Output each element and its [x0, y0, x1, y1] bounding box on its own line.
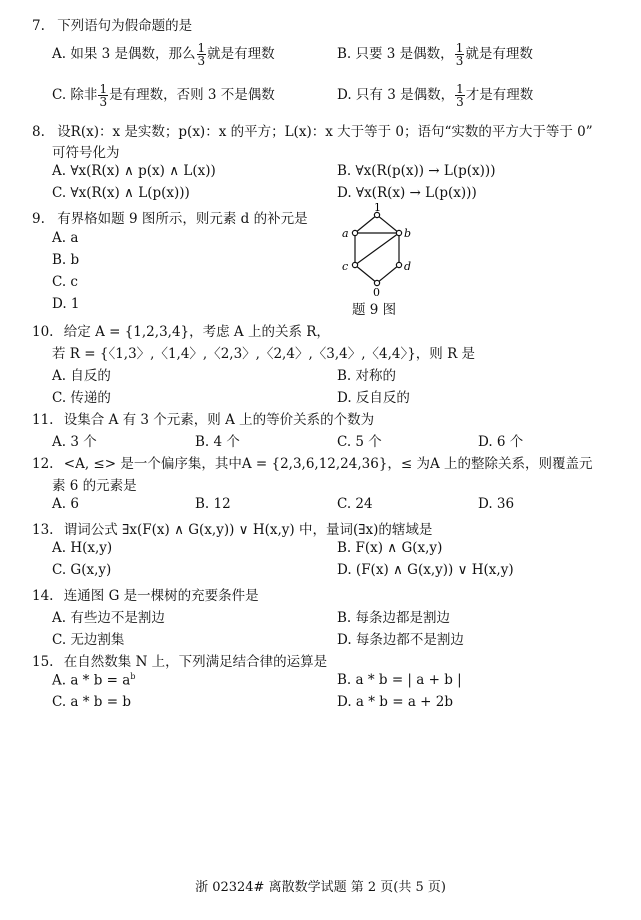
question-stem: 连通图 G 是一棵树的充要条件是: [63, 588, 259, 604]
option-a: A. 自反的: [52, 368, 111, 384]
option-c: C. c: [52, 274, 78, 290]
question-stem: 有界格如题 9 图所示，则元素 d 的补元是: [57, 211, 308, 227]
fraction: $\frac{1}{3}$: [455, 41, 464, 68]
option-c: C. 5 个: [337, 434, 382, 450]
node-b: [396, 230, 401, 235]
label-1: 1: [374, 203, 381, 214]
question-11: [32, 408, 374, 428]
option-b: B. a * b = | a + b |: [337, 672, 462, 688]
node-a: [352, 230, 357, 235]
node-c: [352, 262, 357, 267]
question-12: [32, 452, 593, 472]
question-number: 14.: [32, 588, 54, 604]
label-a: a: [342, 227, 349, 240]
question-13: [32, 518, 432, 538]
option-b: B. 4 个: [195, 434, 240, 450]
question-stem: 下列语句为假命题的是: [57, 18, 193, 34]
question-number: 7.: [32, 18, 45, 34]
option-d: D. 6 个: [478, 434, 524, 450]
question-number: 15.: [32, 654, 54, 670]
question-10: [32, 320, 330, 340]
question-number: 11.: [32, 412, 54, 428]
option-d: D. 反自反的: [337, 390, 410, 406]
question-stem-cont: 可符号化为: [52, 145, 120, 161]
option-d: D. (F(x) ∧ G(x,y)) ∨ H(x,y): [337, 562, 514, 578]
option-a: A. 有些边不是割边: [52, 610, 165, 626]
option-d: D. 36: [478, 496, 515, 512]
option-b: B. 只要 3 是偶数， $\frac{1}{3}$ 就是有理数: [337, 41, 533, 68]
question-stem-cont: 素 6 的元素是: [52, 478, 137, 494]
question-number: 13.: [32, 522, 54, 538]
option-c: C. 传递的: [52, 390, 111, 406]
question-number: 9.: [32, 211, 45, 227]
question-stem: 谓词公式 ∃x(F(x) ∧ G(x,y)) ∨ H(x,y) 中，量词(∃x)的辖域是: [63, 522, 433, 538]
question-number: 10.: [32, 324, 54, 340]
question-stem: 在自然数集 N 上，下列满足结合律的运算是: [63, 654, 328, 670]
option-c: C. G(x,y): [52, 562, 112, 578]
option-c: C. ∀x(R(x) ∧ L(p(x))): [52, 185, 190, 201]
lattice-diagram: [325, 203, 425, 298]
page-footer: 浙 02324# 离散数学试题 第 2 页(共 5 页): [195, 880, 446, 895]
question-stem: <A, ≤> 是一个偏序集，其中A = {2,3,6,12,24,36}，≤ 为A 上的整除关系，则覆盖元: [63, 456, 593, 472]
option-c: C. 无边割集: [52, 632, 125, 648]
option-b: B. 每条边都是割边: [337, 610, 451, 626]
question-15: [32, 650, 327, 670]
node-0: [374, 280, 379, 285]
question-stem: 给定 A = {1,2,3,4}，考虑 A 上的关系 R，: [63, 324, 330, 340]
option-a: A. 3 个: [52, 434, 97, 450]
lattice-edges: [355, 215, 399, 283]
option-c: C. 除非 $\frac{1}{3}$ 是有理数，否则 3 不是偶数: [52, 82, 275, 109]
option-b: B. ∀x(R(p(x)) → L(p(x))): [337, 163, 496, 179]
question-stem: 设集合 A 有 3 个元素，则 A 上的等价关系的个数为: [63, 412, 375, 428]
label-b: b: [404, 227, 412, 240]
option-a: A. 6: [52, 496, 79, 512]
option-d: D. a * b = a + 2b: [337, 694, 454, 710]
option-a: A. $a * b = a^b$: [52, 672, 136, 689]
figure-caption: 题 9 图: [352, 302, 397, 318]
option-b: B. 对称的: [337, 368, 397, 384]
option-d: D. 只有 3 是偶数， $\frac{1}{3}$ 才是有理数: [337, 82, 534, 109]
option-d: D. 每条边都不是割边: [337, 632, 464, 648]
label-0: 0: [373, 286, 380, 298]
question-8: [32, 120, 593, 140]
option-b: B. 12: [195, 496, 231, 512]
question-9: [32, 207, 308, 227]
option-a: A. a: [52, 230, 79, 246]
label-d: d: [404, 260, 412, 273]
option-c: C. 24: [337, 496, 373, 512]
option-d: D. 1: [52, 296, 80, 312]
label-c: c: [342, 260, 349, 273]
question-number: 8.: [32, 124, 45, 140]
question-stem-cont: 若 R = {〈1,3〉,〈1,4〉,〈2,3〉,〈2,4〉,〈3,4〉,〈4,4〉}，则 R 是: [52, 346, 476, 362]
option-b: B. F(x) ∧ G(x,y): [337, 540, 443, 556]
option-a: A. 如果 3 是偶数，那么 $\frac{1}{3}$ 就是有理数: [52, 41, 275, 68]
fraction: $\frac{1}{3}$: [456, 82, 464, 109]
question-number: 12.: [32, 456, 54, 472]
question-14: [32, 584, 259, 604]
option-a: A. ∀x(R(x) ∧ p(x) ∧ L(x)): [52, 163, 216, 179]
option-d: D. ∀x(R(x) → L(p(x))): [337, 185, 477, 201]
option-a: A. H(x,y): [52, 540, 113, 556]
fraction: $\frac{1}{3}$: [197, 41, 206, 68]
question-7: [32, 14, 192, 34]
node-d: [396, 262, 401, 267]
question-stem: 设R(x)：x 是实数；p(x)：x 的平方；L(x)：x 大于等于 0；语句“实数的平方大于等于 0”: [57, 124, 593, 140]
option-c: C. a * b = b: [52, 694, 131, 710]
fraction: $\frac{1}{3}$: [99, 82, 108, 109]
option-b: B. b: [52, 252, 80, 268]
